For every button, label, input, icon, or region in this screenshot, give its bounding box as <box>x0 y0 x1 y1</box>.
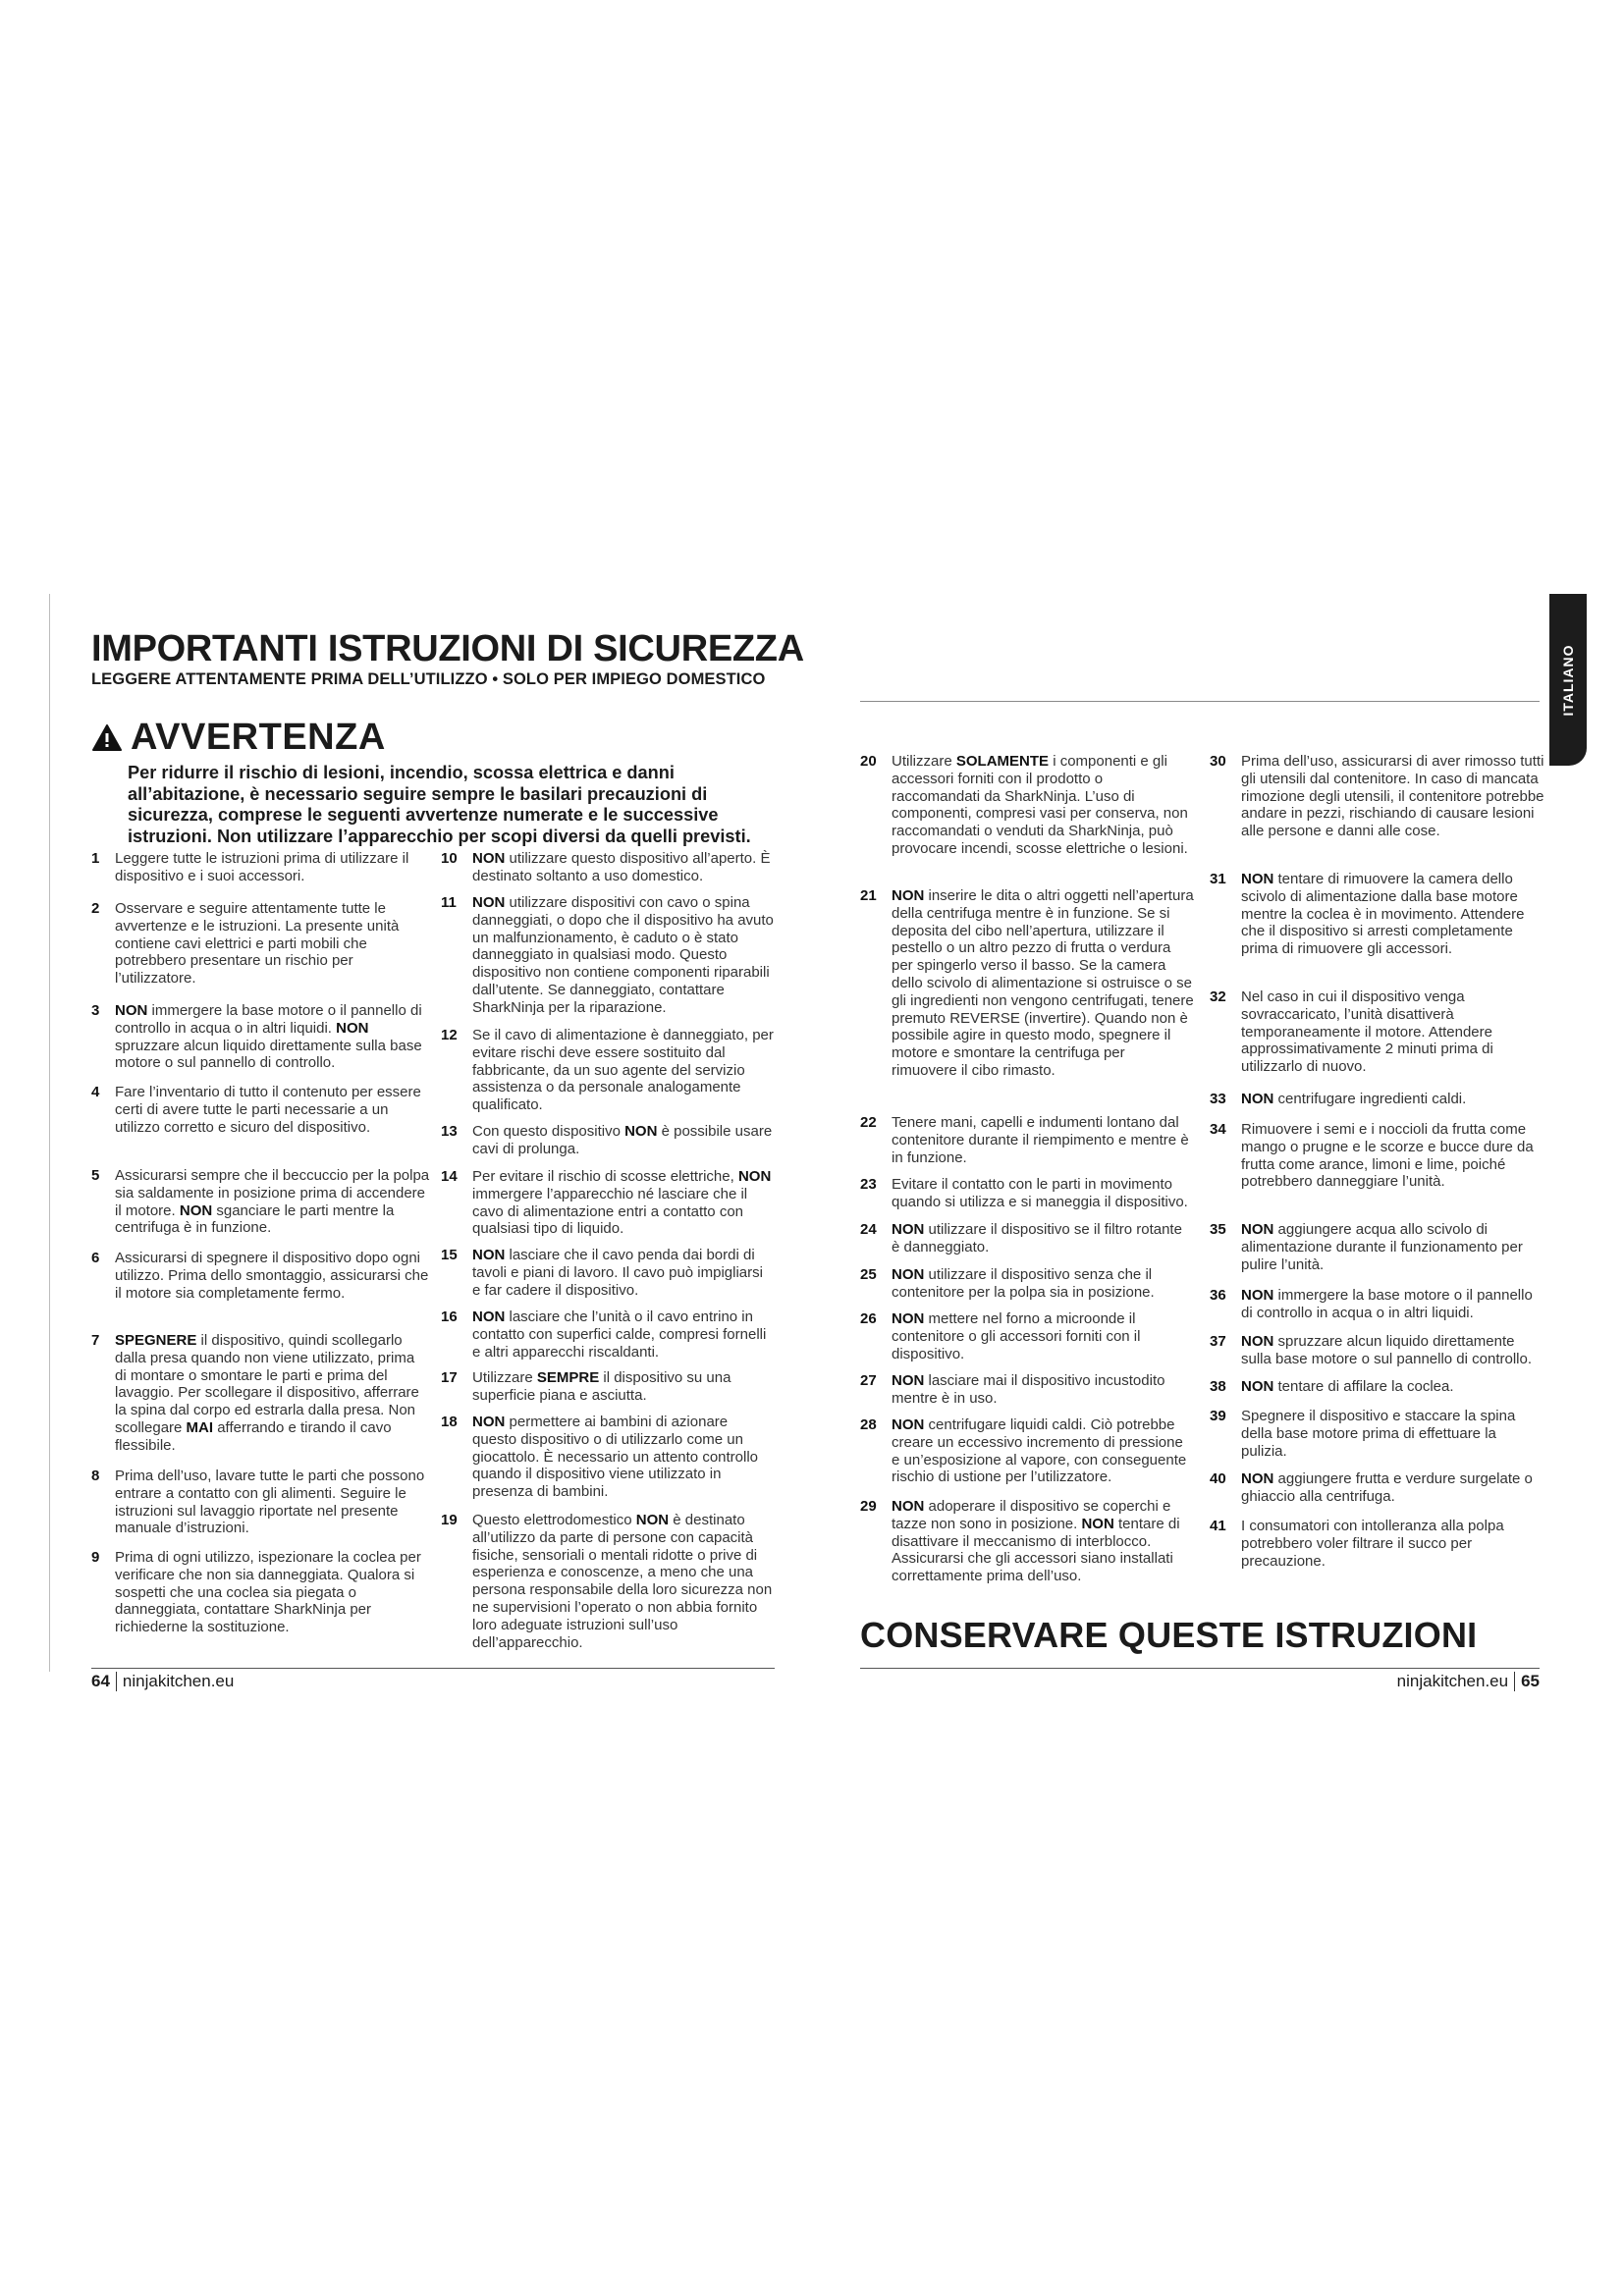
list-item <box>1210 1378 1545 1396</box>
list-item <box>91 1250 430 1302</box>
item-number: 34 <box>1210 1121 1226 1138</box>
list-item <box>1210 1470 1545 1506</box>
item-text: NON spruzzare alcun liquido direttamente sulla base motore o sul pannello di controllo. <box>1241 1333 1533 1367</box>
footer-left <box>91 1672 234 1691</box>
item-number: 19 <box>441 1512 458 1528</box>
list-item <box>91 1002 430 1072</box>
list-item <box>860 1310 1194 1362</box>
item-number: 38 <box>1210 1378 1226 1395</box>
list-item <box>441 1168 775 1238</box>
item-text: Utilizzare SEMPRE il dispositivo su una superficie piana e asciutta. <box>472 1369 731 1404</box>
item-number: 33 <box>1210 1091 1226 1107</box>
item-text: NON centrifugare liquidi caldi. Ciò potrebbe creare un eccessivo incremento di pressione e un’esposizione al vapore, con conseguente rischio di ustione per l’utilizzatore. <box>892 1416 1187 1486</box>
item-number: 36 <box>1210 1287 1226 1304</box>
item-number: 7 <box>91 1332 100 1349</box>
item-number: 14 <box>441 1168 458 1185</box>
list-item <box>1210 1518 1545 1570</box>
list-item <box>1210 1408 1545 1460</box>
item-text: NON tentare di rimuovere la camera dello scivolo di alimentazione dalla base motore mentre la coclea è in movimento. Attendere che il dispositivo si arresti completamente prima di rimuovere gli accessori. <box>1241 871 1525 958</box>
list-item <box>441 850 775 885</box>
item-number: 21 <box>860 887 877 904</box>
item-text: Spegnere il dispositivo e staccare la spina della base motore prima di effettuare la pulizia. <box>1241 1408 1516 1460</box>
warning-intro: Per ridurre il rischio di lesioni, incendio, scossa elettrica e danni all’abitazione, è necessario seguire sempre le basilari precauzioni di sicurezza, comprese le seguenti avvertenze numerate e le successive istruzioni. Non utilizzare l’apparecchio per scopi diversi da quelli previsti. <box>128 763 751 846</box>
list-item <box>91 1468 430 1537</box>
item-number: 28 <box>860 1416 877 1433</box>
list-item <box>441 1369 775 1405</box>
item-number: 8 <box>91 1468 100 1484</box>
item-text: Osservare e seguire attentamente tutte le avvertenze e le istruzioni. La presente unità contiene cavi elettrici e parti mobili che potrebbero presentare un rischio per l’utilizzatore. <box>115 900 400 988</box>
list-item <box>91 1084 430 1136</box>
item-text: NON lasciare che l’unità o il cavo entrino in contatto con superfici calde, compresi fornelli e altri apparecchi riscaldanti. <box>472 1308 767 1361</box>
footer-rule-right <box>860 1668 1540 1669</box>
item-number: 35 <box>1210 1221 1226 1238</box>
footer-right <box>1397 1672 1540 1691</box>
left-margin-rule <box>49 594 50 1672</box>
item-text: NON mettere nel forno a microonde il contenitore o gli accessori forniti con il dispositivo. <box>892 1310 1141 1362</box>
list-item <box>1210 1287 1545 1322</box>
list-item <box>860 887 1194 1080</box>
item-text: Utilizzare SOLAMENTE i componenti e gli accessori forniti con il prodotto o raccomandati da SharkNinja. L’uso di componenti, compresi vasi per conserva, non raccomandati o venduti da SharkNinja, può provocare incendi, scosse elettriche o lesioni. <box>892 753 1188 857</box>
item-text: NON utilizzare il dispositivo se il filtro rotante è danneggiato. <box>892 1221 1182 1255</box>
warning-title: AVVERTENZA <box>131 717 386 758</box>
item-number: 25 <box>860 1266 877 1283</box>
item-text: SPEGNERE il dispositivo, quindi scollegarlo dalla presa quando non viene utilizzato, prima di montare o smontare le parti e prima del lavaggio. Per scollegare il dispositivo, afferrare la spina dal corpo ed estrarla dalla presa. Non scollegare MAI afferrando e tirando il cavo flessibile. <box>115 1332 419 1454</box>
item-text: NON utilizzare questo dispositivo all’aperto. È destinato soltanto a uso domestico. <box>472 850 771 884</box>
item-number: 37 <box>1210 1333 1226 1350</box>
item-number: 1 <box>91 850 100 867</box>
item-text: NON lasciare mai il dispositivo incustodito mentre è in uso. <box>892 1372 1165 1407</box>
item-text: NON permettere ai bambini di azionare questo dispositivo o di utilizzarlo come un giocattolo. È necessario un attento controllo quando il dispositivo viene utilizzato in presenza di bambini. <box>472 1414 759 1501</box>
footer-separator <box>116 1672 117 1691</box>
item-number: 4 <box>91 1084 100 1100</box>
list-item <box>1210 1121 1545 1191</box>
list-item <box>91 1167 430 1237</box>
list-item <box>91 850 430 885</box>
list-item <box>441 1123 775 1158</box>
item-number: 30 <box>1210 753 1226 770</box>
item-text: Evitare il contatto con le parti in movimento quando si utilizza e si maneggia il dispositivo. <box>892 1176 1188 1210</box>
item-number: 27 <box>860 1372 877 1389</box>
item-number: 2 <box>91 900 100 917</box>
item-number: 11 <box>441 894 457 911</box>
item-number: 13 <box>441 1123 458 1140</box>
warning-heading <box>91 717 386 758</box>
item-number: 3 <box>91 1002 100 1019</box>
language-tab-label: ITALIANO <box>1560 643 1576 717</box>
item-text: NON immergere la base motore o il pannello di controllo in acqua o in altri liquidi. NON spruzzare alcun liquido direttamente sulla base motore o sul pannello di controllo. <box>115 1002 422 1072</box>
item-text: Prima dell’uso, lavare tutte le parti che possono entrare a contatto con gli alimenti. Seguire le istruzioni sul lavaggio riportate nel presente manuale d’istruzioni. <box>115 1468 425 1537</box>
list-item <box>860 753 1194 858</box>
list-item <box>860 1114 1194 1166</box>
footer-site-right: ninjakitchen.eu <box>1396 1672 1509 1690</box>
list-item <box>860 1372 1194 1408</box>
item-text: NON tentare di affilare la coclea. <box>1241 1378 1454 1395</box>
language-tab <box>1549 594 1587 766</box>
list-item <box>91 900 430 988</box>
list-item <box>860 1176 1194 1211</box>
item-number: 10 <box>441 850 458 867</box>
item-text: Fare l’inventario di tutto il contenuto per essere certi di avere tutte le parti necessarie a un utilizzo corretto e sicuro del dispositivo. <box>115 1084 421 1136</box>
item-text: Assicurarsi sempre che il beccuccio per la polpa sia saldamente in posizione prima di accendere il motore. NON sganciare le parti mentre la centrifuga è in funzione. <box>115 1167 430 1237</box>
top-divider <box>860 701 1540 702</box>
item-text: NON inserire le dita o altri oggetti nell’apertura della centrifuga mentre è in funzione. Se si deposita del cibo nell’apertura, utilizzare il pestello o un altro pezzo di frutta o verdura per spingerlo verso il basso. Se la camera dello scivolo di alimentazione si ostruisce o se gli ingredienti non vengono centrifugati, tenere premuto REVERSE (invertire). Quando non è possibile agire in questo modo, spegnere il motore e smontare la centrifuga per rimuovere il cibo rimasto. <box>892 887 1194 1079</box>
page-number-left: 64 <box>91 1672 110 1690</box>
item-text: Prima di ogni utilizzo, ispezionare la coclea per verificare che non sia danneggiata. Qualora si sospetti che una coclea sia piegata o danneggiata, contattare SharkNinja per richiederne la sostituzione. <box>115 1549 421 1636</box>
item-text: Assicurarsi di spegnere il dispositivo dopo ogni utilizzo. Prima dello smontaggio, assicurarsi che il motore sia completamente fermo. <box>115 1250 429 1302</box>
item-text: Se il cavo di alimentazione è danneggiato, per evitare rischi deve essere sostituito dal fabbricante, da un suo agente del servizio assistenza o da personale analogamente qualificato. <box>472 1027 774 1114</box>
footer-site-left: ninjakitchen.eu <box>122 1672 235 1690</box>
list-item <box>1210 1221 1545 1273</box>
item-text: NON adoperare il dispositivo se coperchi e tazze non sono in posizione. NON tentare di disattivare il meccanismo di interblocco. Assicurarsi che gli accessori siano installati correttamente prima dell’uso. <box>892 1498 1180 1585</box>
page-number-right: 65 <box>1521 1672 1540 1690</box>
list-item <box>91 1549 430 1636</box>
list-item <box>1210 1333 1545 1368</box>
item-text: I consumatori con intolleranza alla polpa potrebbero voler filtrare il succo per precauzione. <box>1241 1518 1504 1570</box>
item-text: Con questo dispositivo NON è possibile usare cavi di prolunga. <box>472 1123 773 1157</box>
item-text: Nel caso in cui il dispositivo venga sovraccaricato, l’unità disattiverà temporaneamente il motore. Attendere approssimativamente 2 minuti prima di utilizzarlo di nuovo. <box>1241 988 1493 1076</box>
item-text: NON immergere la base motore o il pannello di controllo in acqua o in altri liquidi. <box>1241 1287 1533 1321</box>
item-number: 23 <box>860 1176 877 1193</box>
list-item <box>860 1221 1194 1256</box>
item-text: Questo elettrodomestico NON è destinato all’utilizzo da parte di persone con capacità fisiche, sensoriali o mentali ridotte o prive di esperienza e conoscenze, a meno che una persona responsabile della loro sicurezza non ne supervisioni l’operato o non abbia fornito loro adeguate istruzioni sull’uso dell’apparecchio. <box>472 1512 773 1651</box>
footer-rule-left <box>91 1668 775 1669</box>
list-item <box>441 1512 775 1651</box>
item-number: 18 <box>441 1414 458 1430</box>
warning-triangle-icon <box>91 723 123 752</box>
list-item <box>860 1416 1194 1486</box>
item-number: 41 <box>1210 1518 1226 1534</box>
item-text: NON lasciare che il cavo penda dai bordi di tavoli e piani di lavoro. Il cavo può impigliarsi e far cadere il dispositivo. <box>472 1247 763 1299</box>
list-item <box>441 894 775 1017</box>
page-title: IMPORTANTI ISTRUZIONI DI SICUREZZA <box>91 628 804 669</box>
item-number: 22 <box>860 1114 877 1131</box>
item-number: 15 <box>441 1247 458 1263</box>
item-text: Per evitare il rischio di scosse elettriche, NON immergere l’apparecchio né lasciare che il cavo di alimentazione entri a contatto con qualsiasi tipo di liquido. <box>472 1168 772 1238</box>
item-number: 9 <box>91 1549 100 1566</box>
list-item <box>91 1332 430 1455</box>
item-text: NON utilizzare il dispositivo senza che il contenitore per la polpa sia in posizione. <box>892 1266 1155 1301</box>
list-item <box>1210 1091 1545 1108</box>
item-text: Rimuovere i semi e i noccioli da frutta come mango o prugne e le scorze e bucce dure da frutta come arance, limoni e lime, poiché potrebbero danneggiare l’unità. <box>1241 1121 1534 1191</box>
list-item <box>441 1308 775 1361</box>
page-subtitle: LEGGERE ATTENTAMENTE PRIMA DELL’UTILIZZO • SOLO PER IMPIEGO DOMESTICO <box>91 670 766 688</box>
item-number: 24 <box>860 1221 877 1238</box>
list-item <box>441 1414 775 1501</box>
item-number: 16 <box>441 1308 458 1325</box>
item-text: Tenere mani, capelli e indumenti lontano dal contenitore durante il riempimento e mentre è in funzione. <box>892 1114 1189 1166</box>
item-number: 40 <box>1210 1470 1226 1487</box>
list-item <box>860 1498 1194 1585</box>
item-number: 29 <box>860 1498 877 1515</box>
item-number: 39 <box>1210 1408 1226 1424</box>
item-text: Prima dell’uso, assicurarsi di aver rimosso tutti gli utensili dal contenitore. In caso di mancata rimozione degli utensili, il contenitore potrebbe andare in pezzi, rischiando di causare lesioni alle persone e danni alle cose. <box>1241 753 1544 840</box>
item-text: NON aggiungere acqua allo scivolo di alimentazione durante il funzionamento per pulire l’unità. <box>1241 1221 1523 1273</box>
item-number: 20 <box>860 753 877 770</box>
list-item <box>1210 753 1545 840</box>
list-item <box>1210 871 1545 958</box>
item-number: 32 <box>1210 988 1226 1005</box>
item-text: NON utilizzare dispositivi con cavo o spina danneggiati, o dopo che il dispositivo ha avuto un malfunzionamento, è caduto o è stato danneggiato in qualsiasi modo. Questo dispositivo non contiene componenti riparabili dall’utente. Se danneggiato, contattare SharkNinja per la riparazione. <box>472 894 774 1016</box>
list-item <box>1210 988 1545 1076</box>
item-number: 5 <box>91 1167 100 1184</box>
item-number: 6 <box>91 1250 100 1266</box>
list-item <box>441 1247 775 1299</box>
footer-separator <box>1514 1672 1515 1691</box>
closing-heading: CONSERVARE QUESTE ISTRUZIONI <box>860 1615 1478 1655</box>
item-number: 31 <box>1210 871 1226 887</box>
item-text: NON centrifugare ingredienti caldi. <box>1241 1091 1467 1107</box>
item-number: 17 <box>441 1369 458 1386</box>
item-text: Leggere tutte le istruzioni prima di utilizzare il dispositivo e i suoi accessori. <box>115 850 409 884</box>
item-text: NON aggiungere frutta e verdure surgelate o ghiaccio alla centrifuga. <box>1241 1470 1533 1505</box>
list-item <box>860 1266 1194 1302</box>
item-number: 26 <box>860 1310 877 1327</box>
item-number: 12 <box>441 1027 458 1043</box>
list-item <box>441 1027 775 1114</box>
